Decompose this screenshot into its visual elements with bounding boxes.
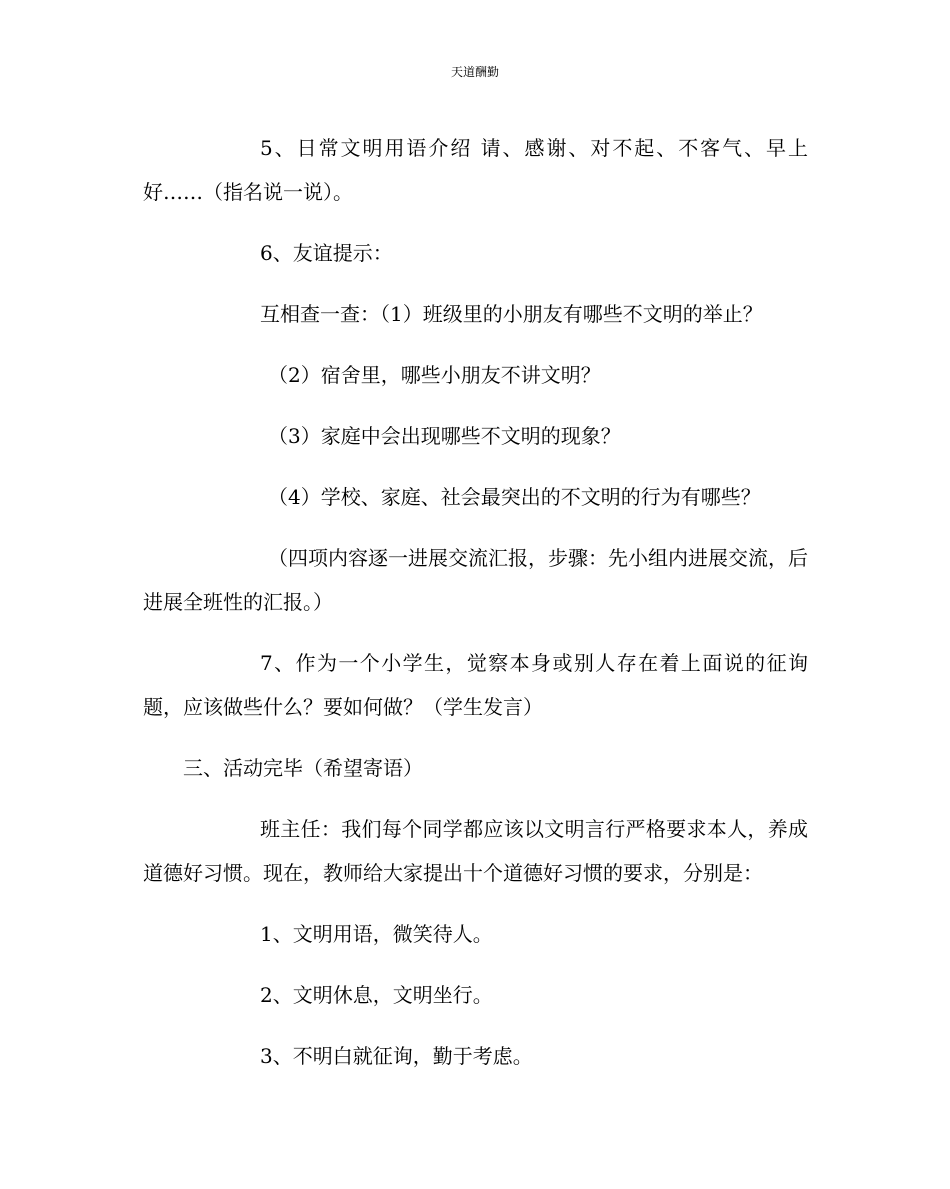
list-item-habit-1: 1、文明用语，微笑待人。 [260,922,493,946]
paragraph-teacher-message: 班主任：我们每个同学都应该以文明言行严格要求本人，养成道德好习惯。现在，教师给大家提出十个道德好习惯的要求，分别是： [143,817,808,885]
paragraph-question-dorm: （2）宿舍里，哪些小朋友不讲文明？ [268,363,601,387]
section-heading-activity-end: 三、活动完毕（希望寄语） [183,756,423,780]
document-body [143,126,808,1095]
page-header: 天道酬勤 [450,65,499,79]
paragraph-student-speech: 7、作为一个小学生，觉察本身或别人存在着上面说的征询题，应该做些什么？要如何做？（学生发言） [143,651,808,719]
list-item-habit-3: 3、不明白就征询，勤于考虑。 [260,1044,533,1068]
list-item-habit-2: 2、文明休息，文明坐行。 [260,983,493,1007]
paragraph-greeting-words: 5、日常文明用语介绍 请、感谢、对不起、不客气、早上好……（指名说一说）。 [143,136,808,204]
paragraph-friendly-tips: 6、友谊提示： [260,241,393,265]
paragraph-report-steps: （四项内容逐一进展交流汇报，步骤：先小组内进展交流，后进展全班性的汇报。） [143,546,808,614]
paragraph-question-society: （4）学校、家庭、社会最突出的不文明的行为有哪些？ [268,485,761,509]
paragraph-question-family: （3）家庭中会出现哪些不文明的现象？ [268,424,621,448]
paragraph-check-each-other: 互相查一查：（1）班级里的小朋友有哪些不文明的举止？ [260,302,763,326]
